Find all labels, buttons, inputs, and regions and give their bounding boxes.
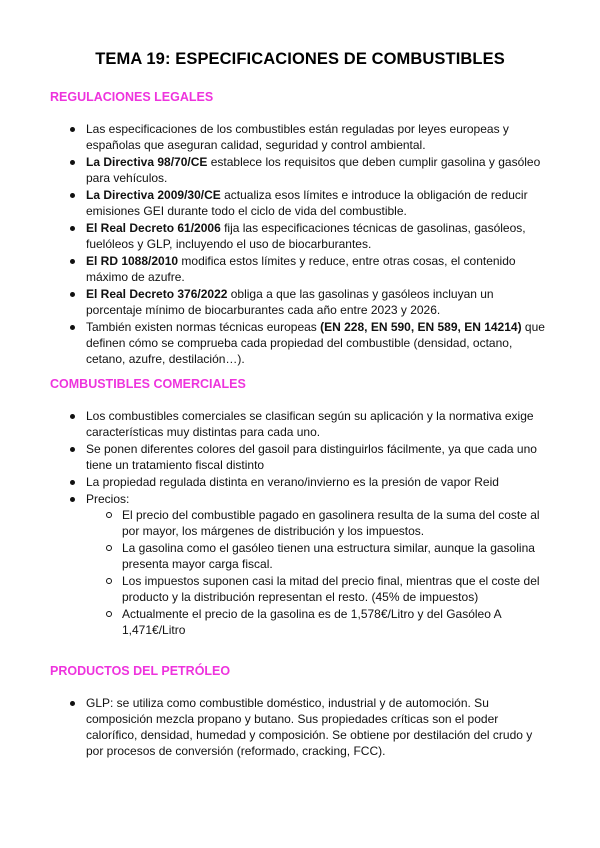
list-combustibles-comerciales [50,408,550,639]
page-title: TEMA 19: ESPECIFICACIONES DE COMBUSTIBLES [95,50,505,68]
item-text: fija las especificaciones técnicas de gasolinas, gasóleos, fuelóleos y GLP, incluyendo el uso de biocarburantes. [86,221,526,251]
list-item [50,220,550,252]
sublist-precios [86,507,550,638]
list-item [50,319,550,367]
item-text: actualiza esos límites e introduce la obligación de reducir emisiones GEI durante todo el ciclo de vida del combustible. [86,188,528,218]
list-item [50,154,550,186]
item-text-bold: El RD 1088/2010 [86,254,179,268]
list-item [50,187,550,219]
item-text: que definen cómo se comprueba cada propiedad del combustible (densidad, octano, cetano, azufre, destilación…). [86,320,545,366]
item-text: Los combustibles comerciales se clasifican según su aplicación y la normativa exige características muy distintas para cada uno. [86,409,534,439]
list-item [50,121,550,153]
list-productos-petroleo [50,695,550,760]
section-heading-productos-petroleo: PRODUCTOS DEL PETRÓLEO [50,664,231,678]
list-item [50,253,550,285]
list-item [50,695,550,759]
list-item [50,474,550,490]
list-item [50,286,550,318]
item-text-bold: El Real Decreto 376/2022 [86,287,228,301]
item-text: obliga a que las gasolinas y gasóleos incluyan un porcentaje mínimo de biocarburantes cada año entre 2023 y 2026. [86,287,494,317]
item-text: modifica estos límites y reduce, entre otras cosas, el contenido máximo de azufre. [86,254,516,284]
item-text-bold: La Directiva 2009/30/CE [86,188,221,202]
list-regulaciones [50,121,550,368]
sub-list-item: El precio del combustible pagado en gasolinera resulta de la suma del coste al por mayor, los márgenes de distribución y los impuestos. [86,507,550,539]
item-text-pre: También existen normas técnicas europeas [86,320,321,334]
item-text-bold: (EN 228, EN 590, EN 589, EN 14214) [320,320,522,334]
section-heading-regulaciones: REGULACIONES LEGALES [50,90,214,104]
list-item [50,441,550,473]
item-text: La propiedad regulada distinta en verano/invierno es la presión de vapor Reid [86,475,499,489]
sub-list-item: La gasolina como el gasóleo tienen una estructura similar, aunque la gasolina presenta mayor carga fiscal. [86,540,550,572]
list-item [50,491,550,638]
item-text-bold: La Directiva 98/70/CE [86,155,208,169]
list-item [50,408,550,440]
sub-list-item: Los impuestos suponen casi la mitad del precio final, mientras que el coste del producto y la distribución representan el resto. (45% de impuestos) [86,573,550,605]
sub-list-item: Actualmente el precio de la gasolina es de 1,578€/Litro y del Gasóleo A 1,471€/Litro [86,606,550,638]
section-heading-combustibles-comerciales: COMBUSTIBLES COMERCIALES [50,377,246,391]
item-text: Se ponen diferentes colores del gasoil para distinguirlos fácilmente, ya que cada uno tiene un tratamiento fiscal distinto [86,442,537,472]
item-text-bold: El Real Decreto 61/2006 [86,221,221,235]
item-text: establece los requisitos que deben cumplir gasolina y gasóleo para vehículos. [86,155,541,185]
item-text: GLP: se utiliza como combustible doméstico, industrial y de automoción. Su composición mezcla propano y butano. Sus propiedades críticas son el poder calorífico, densidad, humedad y composición. Se obtiene por destilación del crudo y por procesos de conversión (reformado, cracking, FCC). [86,696,533,758]
item-text: Las especificaciones de los combustibles están reguladas por leyes europeas y españolas que aseguran calidad, seguridad y control ambiental. [86,122,509,152]
item-text: Precios: [86,492,130,506]
